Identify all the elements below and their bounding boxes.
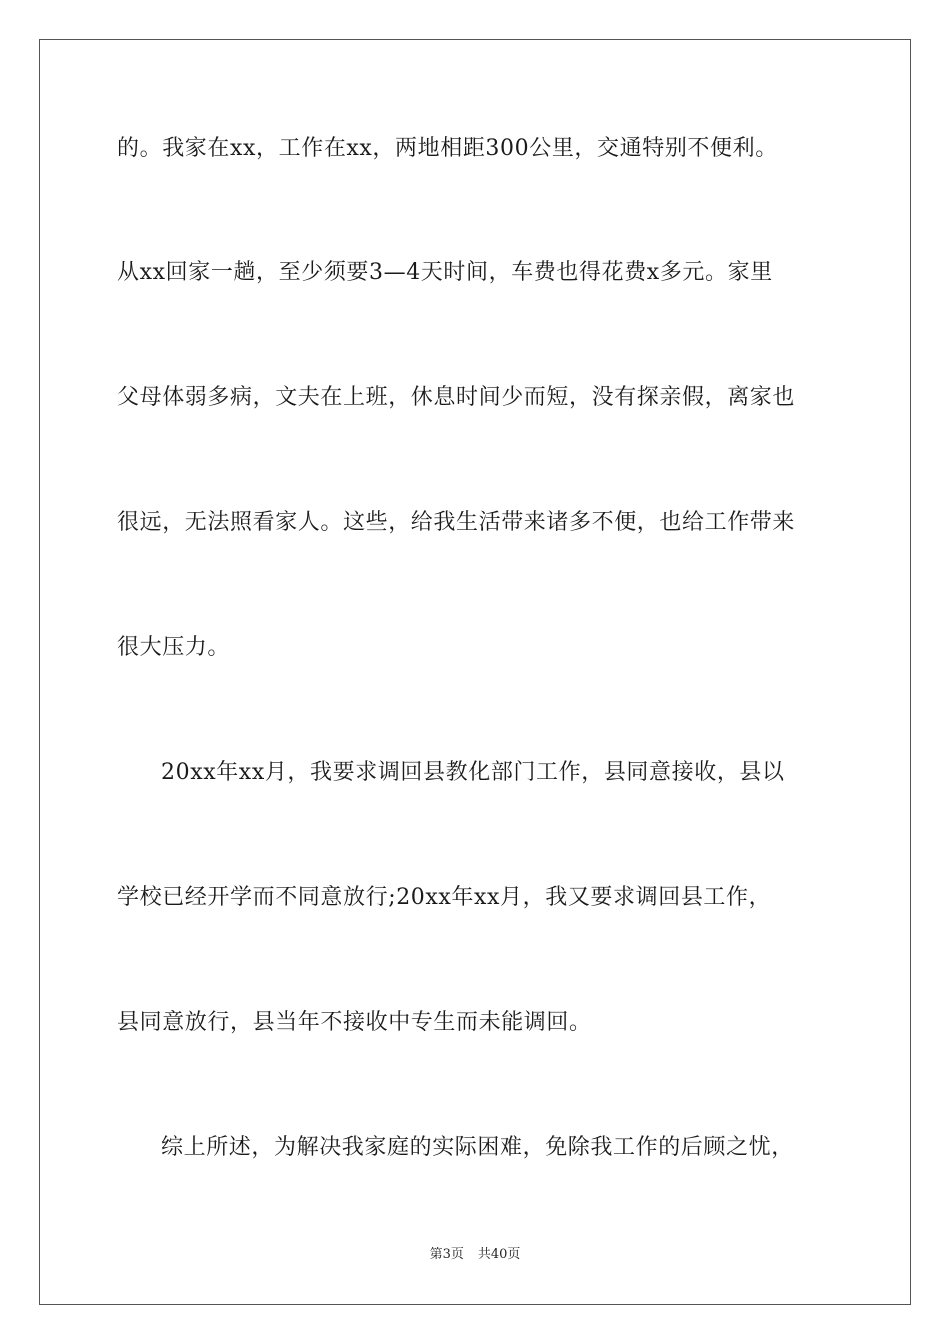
page-number: 第3页 xyxy=(429,1247,464,1262)
paragraph-start-line: 20xx年xx月，我要求调回县教化部门工作，县同意接收，县以 xyxy=(161,760,785,785)
body-text-line: 学校已经开学而不同意放行;20xx年xx月，我又要求调回县工作， xyxy=(117,885,772,910)
body-text-line: 的。我家在xx，工作在xx，两地相距300公里，交通特别不便利。 xyxy=(117,136,778,161)
page-footer xyxy=(0,1246,950,1264)
body-text-line: 很远，无法照看家人。这些，给我生活带来诸多不便，也给工作带来 xyxy=(117,510,796,535)
paragraph-start-line: 综上所述，为解决我家庭的实际困难，免除我工作的后顾之忧， xyxy=(161,1135,794,1160)
body-text-line: 很大压力。 xyxy=(117,635,231,660)
body-text-line: 从xx回家一趟，至少须要3—4天时间，车费也得花费x多元。家里 xyxy=(117,260,773,285)
page-border xyxy=(39,39,911,1305)
total-pages: 共40页 xyxy=(477,1247,521,1262)
body-text-line: 父母体弱多病，文夫在上班，休息时间少而短，没有探亲假，离家也 xyxy=(117,385,796,410)
body-text-line: 县同意放行，县当年不接收中专生而未能调回。 xyxy=(117,1010,592,1035)
